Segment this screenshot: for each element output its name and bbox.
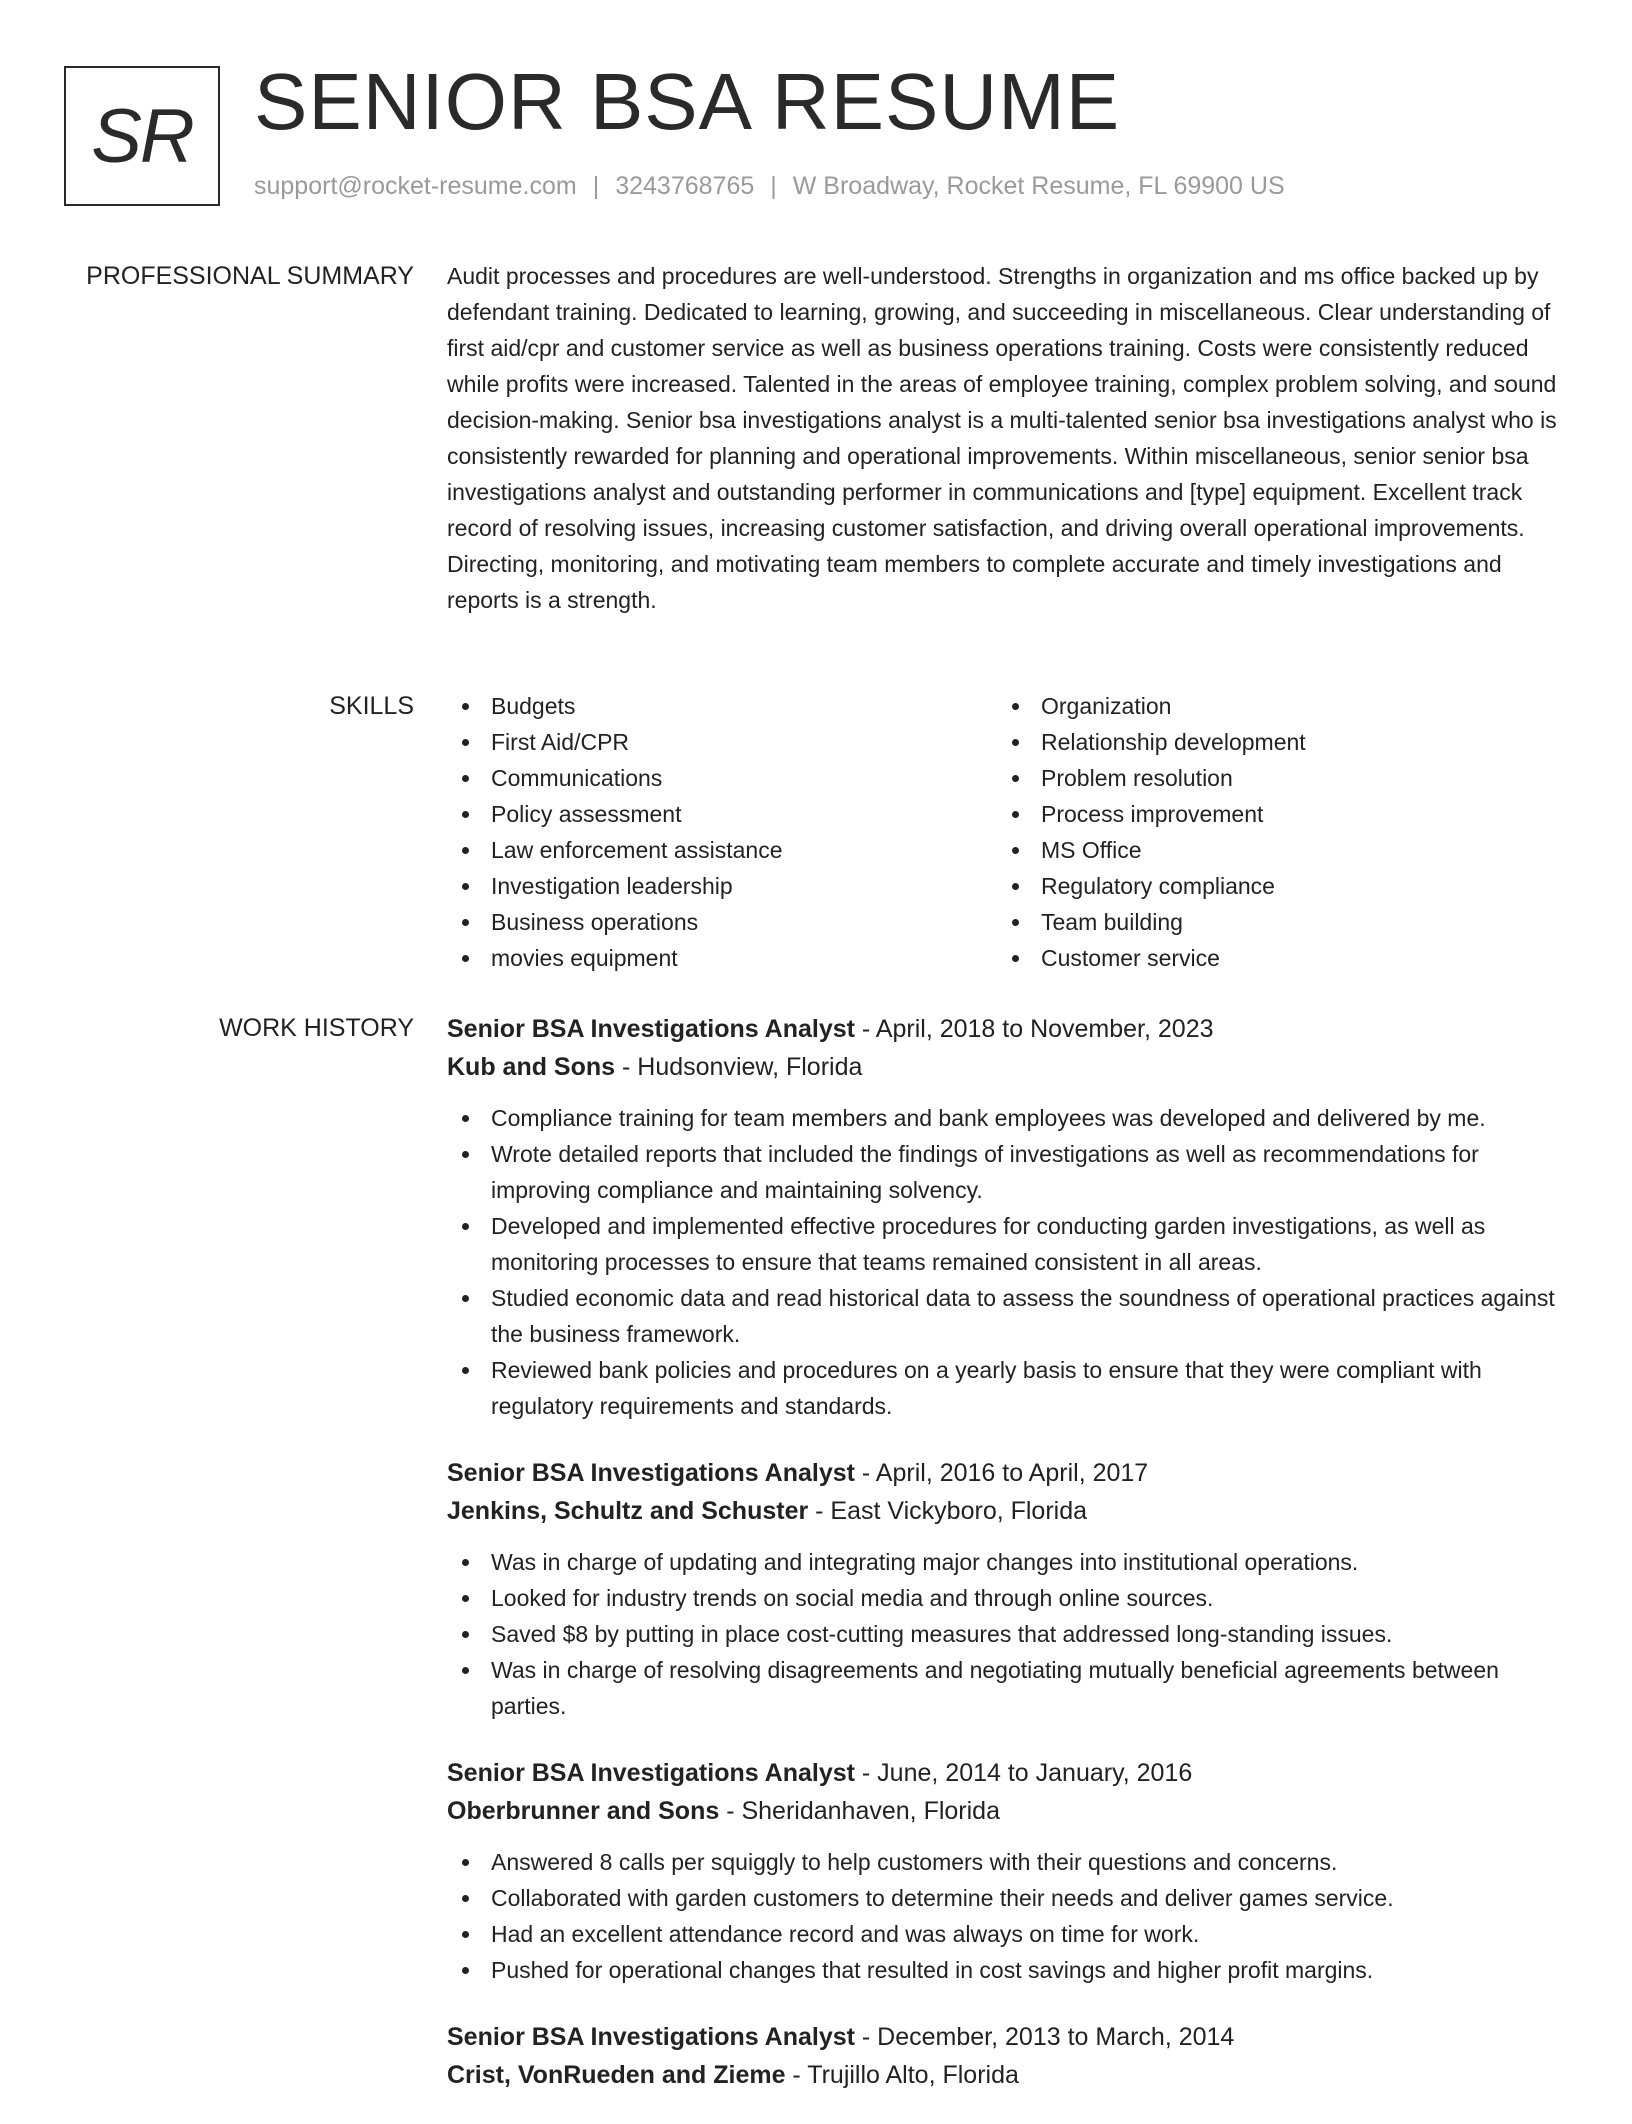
job-bullet: Developed and implemented effective procedures for conducting garden investigations, as well as monitoring processes to ensure that teams remained consistent in all areas. (447, 1208, 1567, 1280)
skill-item: Process improvement (997, 796, 1547, 832)
skill-item: Communications (447, 760, 997, 796)
job-title-line (447, 1754, 1567, 1792)
skill-item: Law enforcement assistance (447, 832, 997, 868)
skill-item: First Aid/CPR (447, 724, 997, 760)
job-bullet: Was in charge of updating and integrating major changes into institutional operations. (447, 1544, 1567, 1580)
job-title: Senior BSA Investigations Analyst (447, 2023, 855, 2051)
summary-body (447, 258, 1567, 618)
skills-list-right (997, 688, 1547, 976)
skills-list-left (447, 688, 997, 976)
job-company-line (447, 1792, 1567, 1830)
job-title: Senior BSA Investigations Analyst (447, 1459, 855, 1487)
job-location: - East Vickyboro, Florida (808, 1497, 1088, 1525)
contact-separator: | (770, 172, 777, 200)
job-entry (447, 1754, 1567, 1988)
job-bullet: Collaborated with garden customers to determine their needs and deliver games service. (447, 1880, 1567, 1916)
skill-item: Team building (997, 904, 1547, 940)
skill-item: MS Office (997, 832, 1547, 868)
skills-heading: SKILLS (329, 692, 414, 720)
job-bullet: Studied economic data and read historical data to assess the soundness of operational practices against the business framework. (447, 1280, 1567, 1352)
job-entry (447, 1010, 1567, 1424)
job-dates: - December, 2013 to March, 2014 (854, 2023, 1235, 2051)
skill-item: Investigation leadership (447, 868, 997, 904)
job-bullet: Answered 8 calls per squiggly to help customers with their questions and concerns. (447, 1844, 1567, 1880)
skill-item: Business operations (447, 904, 997, 940)
job-title-line (447, 1010, 1567, 1048)
skill-item: Organization (997, 688, 1547, 724)
job-company-line (447, 2056, 1567, 2094)
skill-item: Budgets (447, 688, 997, 724)
job-bullet: Reviewed bank policies and procedures on a yearly basis to ensure that they were compliant with regulatory requirements and standards. (447, 1352, 1567, 1424)
contact-address: W Broadway, Rocket Resume, FL 69900 US (792, 172, 1285, 200)
resume-title: SENIOR BSA RESUME (254, 57, 1121, 146)
skill-item: Problem resolution (997, 760, 1547, 796)
summary-text: Audit processes and procedures are well-understood. Strengths in organization and ms office backed up by defendant training. Dedicated to learning, growing, and succeeding in miscellaneous. Clear understanding of first aid/cpr and customer service as well as business operations training. Costs were consistently reduced while profits were increased. Talented in the areas of employee training, complex problem solving, and sound decision-making. Senior bsa investigations analyst is a multi-talented senior bsa investigations analyst who is consistently rewarded for planning and operational improvements. Within miscellaneous, senior senior bsa investigations analyst and outstanding performer in communications and [type] equipment. Excellent track record of resolving issues, increasing customer satisfaction, and driving overall operational improvements. Directing, monitoring, and motivating team members to complete accurate and timely investigations and reports is a strength. (447, 263, 1557, 613)
job-company: Kub and Sons (447, 1053, 616, 1081)
job-dates: - April, 2018 to November, 2023 (854, 1015, 1214, 1043)
skill-item: Policy assessment (447, 796, 997, 832)
job-company-line (447, 1048, 1567, 1086)
job-bullets (447, 1844, 1567, 1988)
job-bullet: Was in charge of resolving disagreements and negotiating mutually beneficial agreements between parties. (447, 1652, 1567, 1724)
job-bullets (447, 1100, 1567, 1424)
skill-item: Relationship development (997, 724, 1547, 760)
job-title: Senior BSA Investigations Analyst (447, 1015, 855, 1043)
contact-separator: | (592, 172, 600, 200)
work-history-body (447, 1010, 1567, 2124)
job-dates: - June, 2014 to January, 2016 (854, 1759, 1193, 1787)
job-bullet: Saved $8 by putting in place cost-cutting measures that addressed long-standing issues. (447, 1616, 1567, 1652)
skill-item: Customer service (997, 940, 1547, 976)
job-company-line (447, 1492, 1567, 1530)
job-dates: - April, 2016 to April, 2017 (854, 1459, 1149, 1487)
summary-heading: PROFESSIONAL SUMMARY (86, 262, 414, 290)
job-title-line (447, 1454, 1567, 1492)
job-location: - Trujillo Alto, Florida (785, 2061, 1019, 2089)
job-entry (447, 1454, 1567, 1724)
skills-body (447, 688, 1567, 976)
job-bullets (447, 1544, 1567, 1724)
job-bullet: Looked for industry trends on social media and through online sources. (447, 1580, 1567, 1616)
job-title: Senior BSA Investigations Analyst (447, 1759, 855, 1787)
job-bullet: Had an excellent attendance record and was always on time for work. (447, 1916, 1567, 1952)
job-company: Oberbrunner and Sons (447, 1797, 720, 1825)
job-company: Jenkins, Schultz and Schuster (447, 1497, 809, 1525)
job-bullet: Wrote detailed reports that included the findings of investigations as well as recommendations for improving compliance and maintaining solvency. (447, 1136, 1567, 1208)
job-bullet: Compliance training for team members and bank employees was developed and delivered by me. (447, 1100, 1567, 1136)
work-history-heading: WORK HISTORY (219, 1014, 414, 1042)
skill-item: movies equipment (447, 940, 997, 976)
job-location: - Hudsonview, Florida (615, 1053, 863, 1081)
skill-item: Regulatory compliance (997, 868, 1547, 904)
contact-email[interactable]: support@rocket-resume.com (254, 172, 577, 200)
job-bullet: Pushed for operational changes that resulted in cost savings and higher profit margins. (447, 1952, 1567, 1988)
job-entry (447, 2018, 1567, 2094)
initials-monogram: SR (64, 66, 220, 206)
contact-line (254, 172, 1285, 201)
contact-phone[interactable]: 3243768765 (615, 172, 755, 200)
job-location: - Sheridanhaven, Florida (719, 1797, 1000, 1825)
job-title-line (447, 2018, 1567, 2056)
job-company: Crist, VonRueden and Zieme (447, 2061, 786, 2089)
